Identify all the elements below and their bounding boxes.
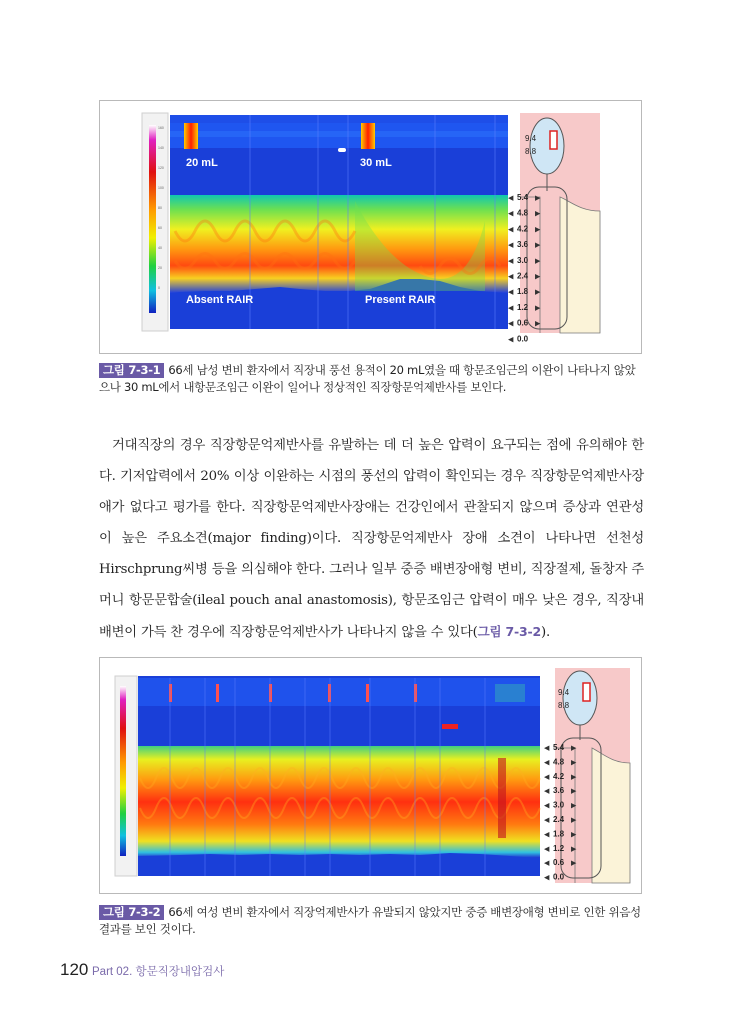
svg-text:60: 60 bbox=[158, 226, 162, 230]
svg-text:140: 140 bbox=[158, 146, 164, 150]
figure-ref-open: ( bbox=[472, 625, 478, 640]
figure-2 bbox=[99, 657, 642, 894]
figure-ref-close: ). bbox=[541, 625, 551, 640]
svg-text:100: 100 bbox=[158, 186, 164, 190]
sensor-position-label: 3.6 bbox=[553, 786, 565, 796]
sensor-marker-right: ▶ bbox=[535, 195, 541, 202]
sensor-marker-right: ▶ bbox=[571, 773, 577, 781]
sensor-position-label: 2.4 bbox=[553, 815, 565, 824]
sensor-marker-left: ◀ bbox=[544, 773, 550, 781]
figure-2-caption bbox=[99, 904, 644, 938]
sensor-marker-left: ◀ bbox=[544, 845, 550, 853]
sensor-position-label: 0.6 bbox=[553, 858, 565, 868]
sensor-position-label: 4.2 bbox=[517, 224, 529, 234]
sensor-position-label: 3.0 bbox=[517, 255, 529, 265]
sensor-marker-left: ◀ bbox=[544, 745, 550, 752]
page-number: 120 bbox=[60, 960, 89, 979]
sensor-position-label: 4.8 bbox=[553, 757, 565, 767]
svg-text:0: 0 bbox=[158, 286, 160, 290]
sensor-marker-right: ▶ bbox=[535, 273, 541, 281]
sensor-marker-left: ◀ bbox=[508, 304, 514, 312]
sensor-marker-left: ◀ bbox=[544, 817, 550, 824]
figure-2-caption-text: 66세 여성 변비 환자에서 직장억제반사가 유발되지 않았지만 중증 배변장애형 변비로 인한 위음성 결과를 보인 것이다. bbox=[99, 905, 641, 936]
annotation-present-rair: Present RAIR bbox=[365, 294, 436, 306]
sensor-marker-right: ▶ bbox=[571, 845, 577, 853]
balloon-top-value: 9.4 bbox=[525, 134, 537, 143]
sensor-position-label: 3.6 bbox=[517, 240, 529, 250]
sensor-marker-right: ▶ bbox=[535, 304, 541, 312]
sensor-marker-right: ▶ bbox=[571, 860, 577, 868]
volume-label-right: 30 mL bbox=[360, 157, 392, 169]
sensor-marker-right: ▶ bbox=[571, 745, 577, 752]
sensor-position-label: 5.4 bbox=[553, 743, 565, 752]
sensor-position-label: 1.2 bbox=[553, 843, 565, 853]
figure-reference-link[interactable]: 그림 7-3-2 bbox=[477, 624, 541, 639]
sensor-marker-left: ◀ bbox=[544, 874, 550, 882]
sensor-position-label: 1.2 bbox=[517, 302, 529, 312]
annotation-absent-rair: Absent RAIR bbox=[186, 294, 254, 306]
sensor-marker-left: ◀ bbox=[544, 860, 550, 868]
svg-text:160: 160 bbox=[158, 126, 164, 130]
svg-text:20: 20 bbox=[158, 266, 162, 270]
sensor-position-label: 4.8 bbox=[517, 208, 529, 218]
sensor-marker-left: ◀ bbox=[508, 336, 514, 344]
sensor-marker-left: ◀ bbox=[508, 320, 514, 328]
sensor-marker-left: ◀ bbox=[508, 257, 514, 265]
sensor-position-label: 1.8 bbox=[517, 287, 529, 297]
sensor-marker-right: ▶ bbox=[535, 226, 541, 234]
sensor-position-label: 1.8 bbox=[553, 829, 565, 839]
figure-1-caption-text: 66세 남성 변비 환자에서 직장내 풍선 용적이 20 mL였을 때 항문조임근의 이완이 나타나지 않았으나 30 mL에서 내항문조임근 이완이 일어나 정상적인 직장항문억제반사를 보인다. bbox=[99, 363, 636, 394]
svg-text:120: 120 bbox=[158, 166, 164, 170]
sensor-marker-right: ▶ bbox=[571, 831, 577, 839]
sensor-marker-right: ▶ bbox=[535, 257, 541, 265]
sensor-marker-left: ◀ bbox=[508, 242, 514, 250]
sensor-position-label: 2.4 bbox=[517, 271, 529, 281]
balloon-bottom-value: 8.8 bbox=[525, 147, 537, 156]
color-scale-2 bbox=[120, 686, 126, 856]
sensor-marker-right: ▶ bbox=[535, 242, 541, 250]
sensor-position-label: 0.0 bbox=[553, 872, 565, 882]
sensor-marker-left: ◀ bbox=[544, 788, 550, 796]
sensor-position-label: 5.4 bbox=[517, 193, 529, 202]
sensor-marker-right: ▶ bbox=[571, 817, 577, 824]
sensor-marker-left: ◀ bbox=[508, 289, 514, 297]
svg-text:40: 40 bbox=[158, 246, 162, 250]
figure-2-label: 그림 7-3-2 bbox=[99, 905, 164, 920]
body-paragraph-text: 거대직장의 경우 직장항문억제반사를 유발하는 데 더 높은 압력이 요구되는 점에 유의해야 한다. 기저압력에서 20% 이상 이완하는 시점의 풍선의 압력이 확인되는 경우 직장항문억제반사장애가 없다고 평가를 한다. 직장항문억제반사장애는 건강인에서 관찰되지 않으며 증상과 연관성이 높은 주요소견(major finding)이다. 직장항문억제반사 장애 소견이 나타나면 선천성 Hirschprung씨병 등을 의심해야 한다. 그러나 일부 중증 배변장애형 변비, 직장절제, 돌창자 주머니 항문문합술(ileal pouch anal anastomosis), 항문조임근 압력이 매우 낮은 경우, 직장내 배변이 가득 찬 경우에 직장항문억제반사가 나타나지 않을 수 있다 bbox=[99, 438, 644, 640]
figure-1-label: 그림 7-3-1 bbox=[99, 363, 164, 378]
svg-text:80: 80 bbox=[158, 206, 162, 210]
balloon-top-value-2: 9.4 bbox=[558, 688, 570, 697]
body-paragraph bbox=[99, 430, 644, 648]
sensor-marker-right: ▶ bbox=[571, 759, 577, 767]
sensor-marker-left: ◀ bbox=[508, 273, 514, 281]
volume-label-left: 20 mL bbox=[186, 157, 218, 169]
sensor-marker-left: ◀ bbox=[544, 831, 550, 839]
sensor-marker-left: ◀ bbox=[544, 759, 550, 767]
pressure-topography-map-2 bbox=[138, 676, 540, 876]
figure-1-caption bbox=[99, 362, 644, 396]
sensor-marker-right: ▶ bbox=[571, 802, 577, 810]
running-head: Part 02. 항문직장내압검사 bbox=[92, 966, 225, 978]
sensor-marker-right: ▶ bbox=[535, 320, 541, 328]
sensor-position-label: 3.0 bbox=[553, 800, 565, 810]
color-scale bbox=[149, 125, 156, 313]
sensor-marker-left: ◀ bbox=[508, 226, 514, 234]
sensor-position-label: 0.0 bbox=[517, 334, 529, 344]
sensor-marker-right: ▶ bbox=[535, 289, 541, 297]
sensor-position-label: 0.6 bbox=[517, 318, 529, 328]
sensor-marker-left: ◀ bbox=[508, 195, 514, 202]
balloon-bottom-value-2: 8.8 bbox=[558, 701, 570, 710]
sensor-marker-right: ▶ bbox=[535, 210, 541, 218]
sensor-position-label: 4.2 bbox=[553, 771, 565, 781]
sensor-marker-left: ◀ bbox=[544, 802, 550, 810]
catheter-schematic bbox=[520, 113, 600, 333]
sensor-marker-right: ▶ bbox=[571, 788, 577, 796]
figure-1 bbox=[99, 100, 642, 354]
sensor-marker-left: ◀ bbox=[508, 210, 514, 218]
